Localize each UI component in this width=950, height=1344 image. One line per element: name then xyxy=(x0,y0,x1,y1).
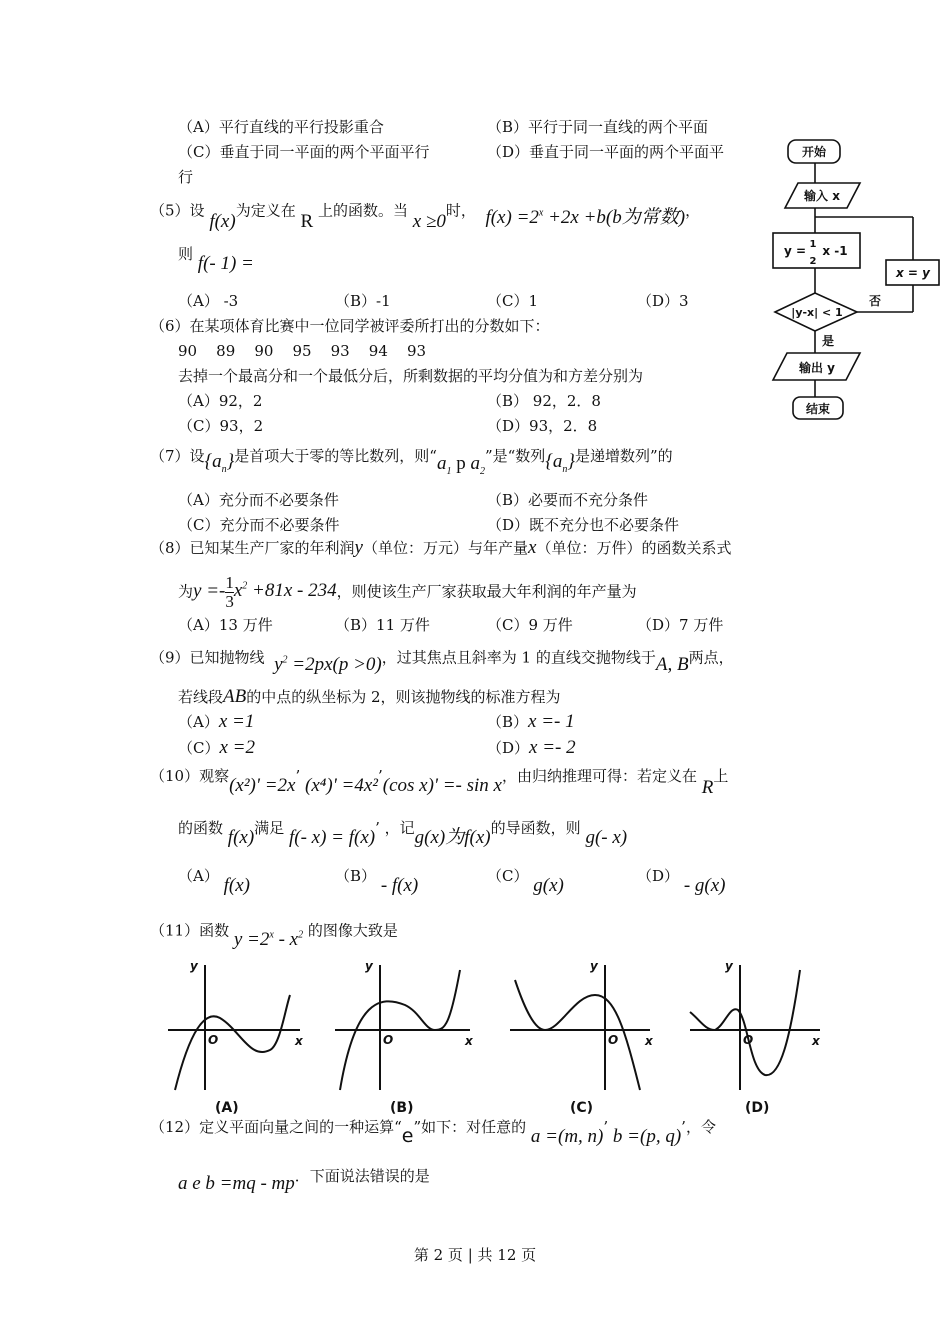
q6-stem2: 去掉一个最高分和一个最低分后，所剩数据的平均分值为和方差分别为 xyxy=(178,367,644,385)
axis-label: x xyxy=(645,1034,653,1048)
axis-label: O xyxy=(383,1033,394,1047)
q7-stem: （7）设$\{a_n\}$是首项大于零的等比数列，则“$a_1$ p $a_2$”是“数列$\{a_n\}$是递增数列”的 xyxy=(150,447,673,477)
q12-stem: （12）定义平面向量之间的一种运算“e”如下：对任意的 a =(m, n)’ b =(p, q)’，令 xyxy=(150,1118,716,1147)
q9-stem2: 若线段AB的中点的纵坐标为 2，则该抛物线的标准方程为 xyxy=(178,686,561,707)
q6-option-c: （C）93，2 xyxy=(178,417,264,435)
graph-label: (C) xyxy=(570,1100,594,1116)
q7-option-c: （C）充分而不必要条件 xyxy=(178,516,340,534)
process-label: 2 xyxy=(809,256,817,267)
q7-option-a: （A）充分而不必要条件 xyxy=(178,491,339,509)
q10-option-d: （D） - g(x) xyxy=(637,867,726,896)
q7-option-d: （D）既不充分也不必要条件 xyxy=(487,516,680,534)
q5-ask: 则 f(- 1) = xyxy=(178,245,254,274)
q4-option-c: （C）垂直于同一平面的两个平面平行 xyxy=(178,143,430,161)
axis-label: y xyxy=(365,959,373,973)
graph-label: (D) xyxy=(745,1100,770,1116)
q7-option-b: （B）必要而不充分条件 xyxy=(487,491,649,509)
q6-stem: （6）在某项体育比赛中一位同学被评委所打出的分数如下： xyxy=(150,317,550,335)
q11-stem: （11）函数 $y =2^x - x^2$ 的图像大致是 xyxy=(150,921,398,951)
q9-option-c: （C）x =2 xyxy=(178,737,255,758)
q10-option-b: （B） - f(x) xyxy=(335,867,419,896)
q5-option-c: （C）1 xyxy=(487,292,539,310)
graph-label: (B) xyxy=(390,1100,414,1116)
q8-option-b: （B）11 万件 xyxy=(335,616,430,634)
q9-stem: （9）已知抛物线 $y^2 =2px(p >0)$，过其焦点且斜率为 1 的直线交抛物线于A, B两点， xyxy=(150,648,734,676)
process-label: x -1 xyxy=(822,244,848,258)
q10-option-c: （C） g(x) xyxy=(487,867,564,896)
q5-option-a: （A） -3 xyxy=(178,292,239,310)
graph-d xyxy=(690,965,820,1090)
q10-stem: （10）观察(x²)' =2x’ (x⁴)' =4x²’(cos x)' =- sin x，由归纳推理可得：若定义在 R上 xyxy=(150,767,729,798)
q11-graphs xyxy=(150,950,840,1120)
condition-label: |y-x| < 1 xyxy=(791,306,843,319)
q5-option-b: （B）-1 xyxy=(335,292,391,310)
start-label: 开始 xyxy=(801,145,827,159)
axis-label: x xyxy=(465,1034,473,1048)
q6-scores: 90 89 90 95 93 94 93 xyxy=(178,342,427,360)
axis-label: O xyxy=(743,1033,754,1047)
graph-c xyxy=(510,965,650,1090)
flowchart xyxy=(765,135,950,430)
axis-label: y xyxy=(190,959,198,973)
axis-label: O xyxy=(208,1033,219,1047)
q4-option-a: （A）平行直线的平行投影重合 xyxy=(178,118,384,136)
output-label: 输出 y xyxy=(798,361,836,375)
yes-label: 是 xyxy=(821,334,835,348)
q4-option-b: （B）平行于同一直线的两个平面 xyxy=(487,118,709,136)
graph-label: (A) xyxy=(215,1100,239,1116)
q10-stem2: 的函数 f(x)满足 f(- x) = f(x)’ ，记g(x)为f(x)的导函数，则 g(- x) xyxy=(178,819,628,848)
process-label: y = xyxy=(783,244,807,258)
q6-option-d: （D）93，2．8 xyxy=(487,417,598,435)
q9-option-a: （A）x =1 xyxy=(178,711,255,732)
graph-a xyxy=(168,965,300,1090)
q5-option-d: （D）3 xyxy=(637,292,689,310)
q6-option-a: （A）92，2 xyxy=(178,392,263,410)
axis-label: O xyxy=(608,1033,619,1047)
assign-label: x = y xyxy=(896,266,930,280)
axis-label: x xyxy=(812,1034,820,1048)
end-label: 结束 xyxy=(805,402,831,416)
axis-label: y xyxy=(590,959,598,973)
q8-option-d: （D）7 万件 xyxy=(637,616,724,634)
no-label: 否 xyxy=(868,294,882,308)
q9-option-b: （B）x =- 1 xyxy=(487,711,575,732)
page-footer: 第 2 页 | 共 12 页 xyxy=(413,1246,537,1264)
q6-option-b: （B） 92，2．8 xyxy=(487,392,601,410)
q10-option-a: （A） f(x) xyxy=(178,867,250,896)
q9-option-d: （D）x =- 2 xyxy=(487,737,576,758)
axis-label: y xyxy=(725,959,733,973)
process-label: 1 xyxy=(809,239,817,250)
graph-b xyxy=(335,965,470,1090)
q8-option-c: （C）9 万件 xyxy=(487,616,573,634)
q12-def: a e b =mq - mp．下面说法错误的是 xyxy=(178,1167,430,1194)
q8-stem: （8）已知某生产厂家的年利润y（单位：万元）与年产量x（单位：万件）的函数关系式 xyxy=(150,537,732,558)
q4-option-d-cont: 行 xyxy=(178,168,194,186)
q4-option-d: （D）垂直于同一平面的两个平面平 xyxy=(487,143,725,161)
q8-option-a: （A）13 万件 xyxy=(178,616,273,634)
q5-stem: （5）设 f(x)为定义在 R 上的函数。当 x ≥0时， $f(x) =2^x +2x +b(b$为常数)， xyxy=(150,201,701,233)
input-label: 输入 x xyxy=(804,189,840,203)
axis-label: x xyxy=(295,1034,303,1048)
q8-formula: 为y =- $\frac{1}{3}$ $x^2 +81x - 234$，则使该生产厂家获取最大年利润的年产量为 xyxy=(178,572,637,611)
